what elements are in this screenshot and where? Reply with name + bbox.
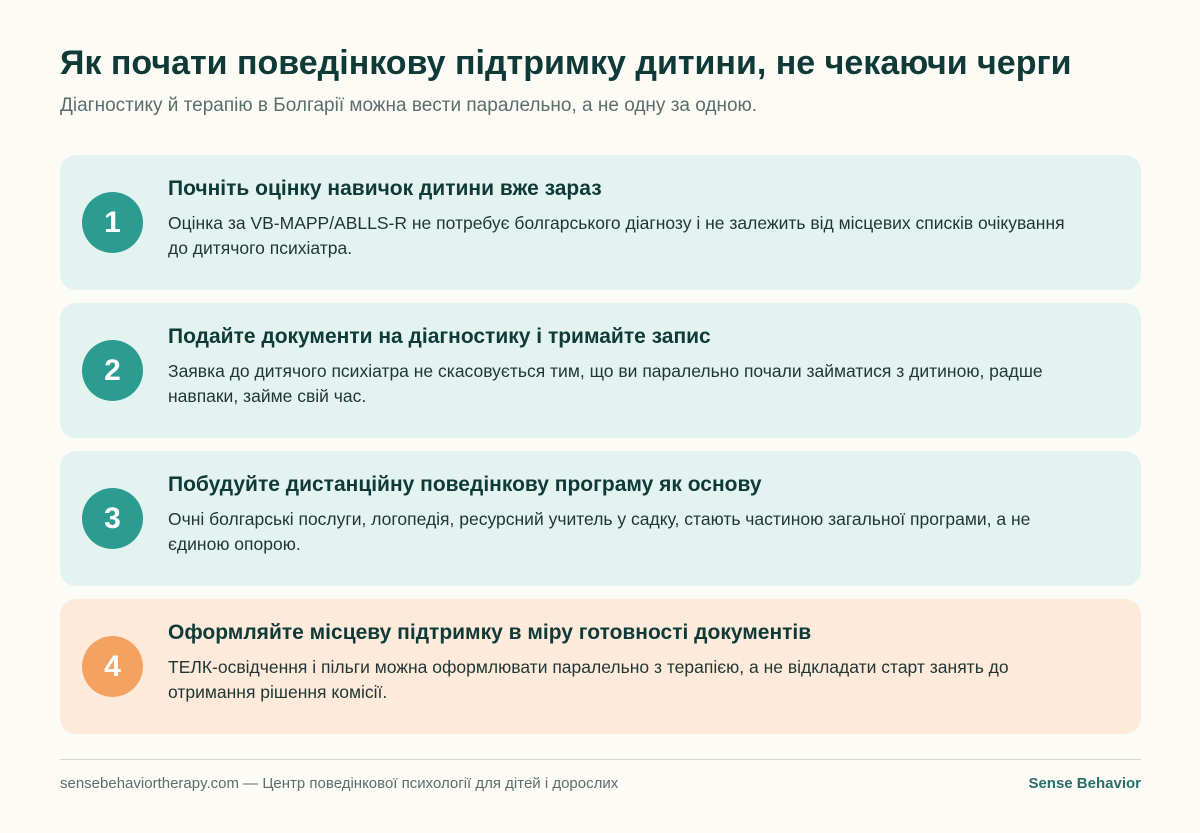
step-title: Побудуйте дистанційну поведінкову програму як основу xyxy=(168,473,762,496)
step-title: Подайте документи на діагностику і тримайте запис xyxy=(168,325,711,348)
step-number-badge: 1 xyxy=(82,192,143,253)
footer-brand: Sense Behavior xyxy=(1028,775,1141,792)
step-card-4 xyxy=(60,599,1141,734)
footer-divider xyxy=(60,759,1141,760)
page xyxy=(60,0,1141,833)
footer-site-info: sensebehaviortherapy.com — Центр поведінкової психології для дітей і дорослих xyxy=(60,775,619,792)
step-description: Оцінка за VB-MAPP/ABLLS-R не потребує болгарського діагнозу і не залежить від місцевих списків очікування до дитячого психіатра. xyxy=(168,213,1065,258)
step-description: Заявка до дитячого психіатра не скасовується тим, що ви паралельно почали займатися з дитиною, радше навпаки, займе свій час. xyxy=(168,361,1043,406)
steps-list xyxy=(60,155,1141,747)
step-number-badge: 2 xyxy=(82,340,143,401)
step-number-badge: 4 xyxy=(82,636,143,697)
step-card-2 xyxy=(60,303,1141,438)
step-card-3 xyxy=(60,451,1141,586)
step-title: Оформляйте місцеву підтримку в міру готовності документів xyxy=(168,621,812,644)
step-title: Почніть оцінку навичок дитини вже зараз xyxy=(168,177,602,200)
step-description: ТЕЛК-освідчення і пільги можна оформлювати паралельно з терапією, а не відкладати старт занять до отримання рішення комісії. xyxy=(168,657,1009,702)
step-description: Очні болгарські послуги, логопедія, ресурсний учитель у садку, стають частиною загальної програми, а не єдиною опорою. xyxy=(168,509,1031,554)
step-number-badge: 3 xyxy=(82,488,143,549)
page-title: Як почати поведінкову підтримку дитини, не чекаючи черги xyxy=(60,44,1072,82)
step-card-1 xyxy=(60,155,1141,290)
page-subtitle: Діагностику й терапію в Болгарії можна вести паралельно, а не одну за одною. xyxy=(60,95,758,116)
